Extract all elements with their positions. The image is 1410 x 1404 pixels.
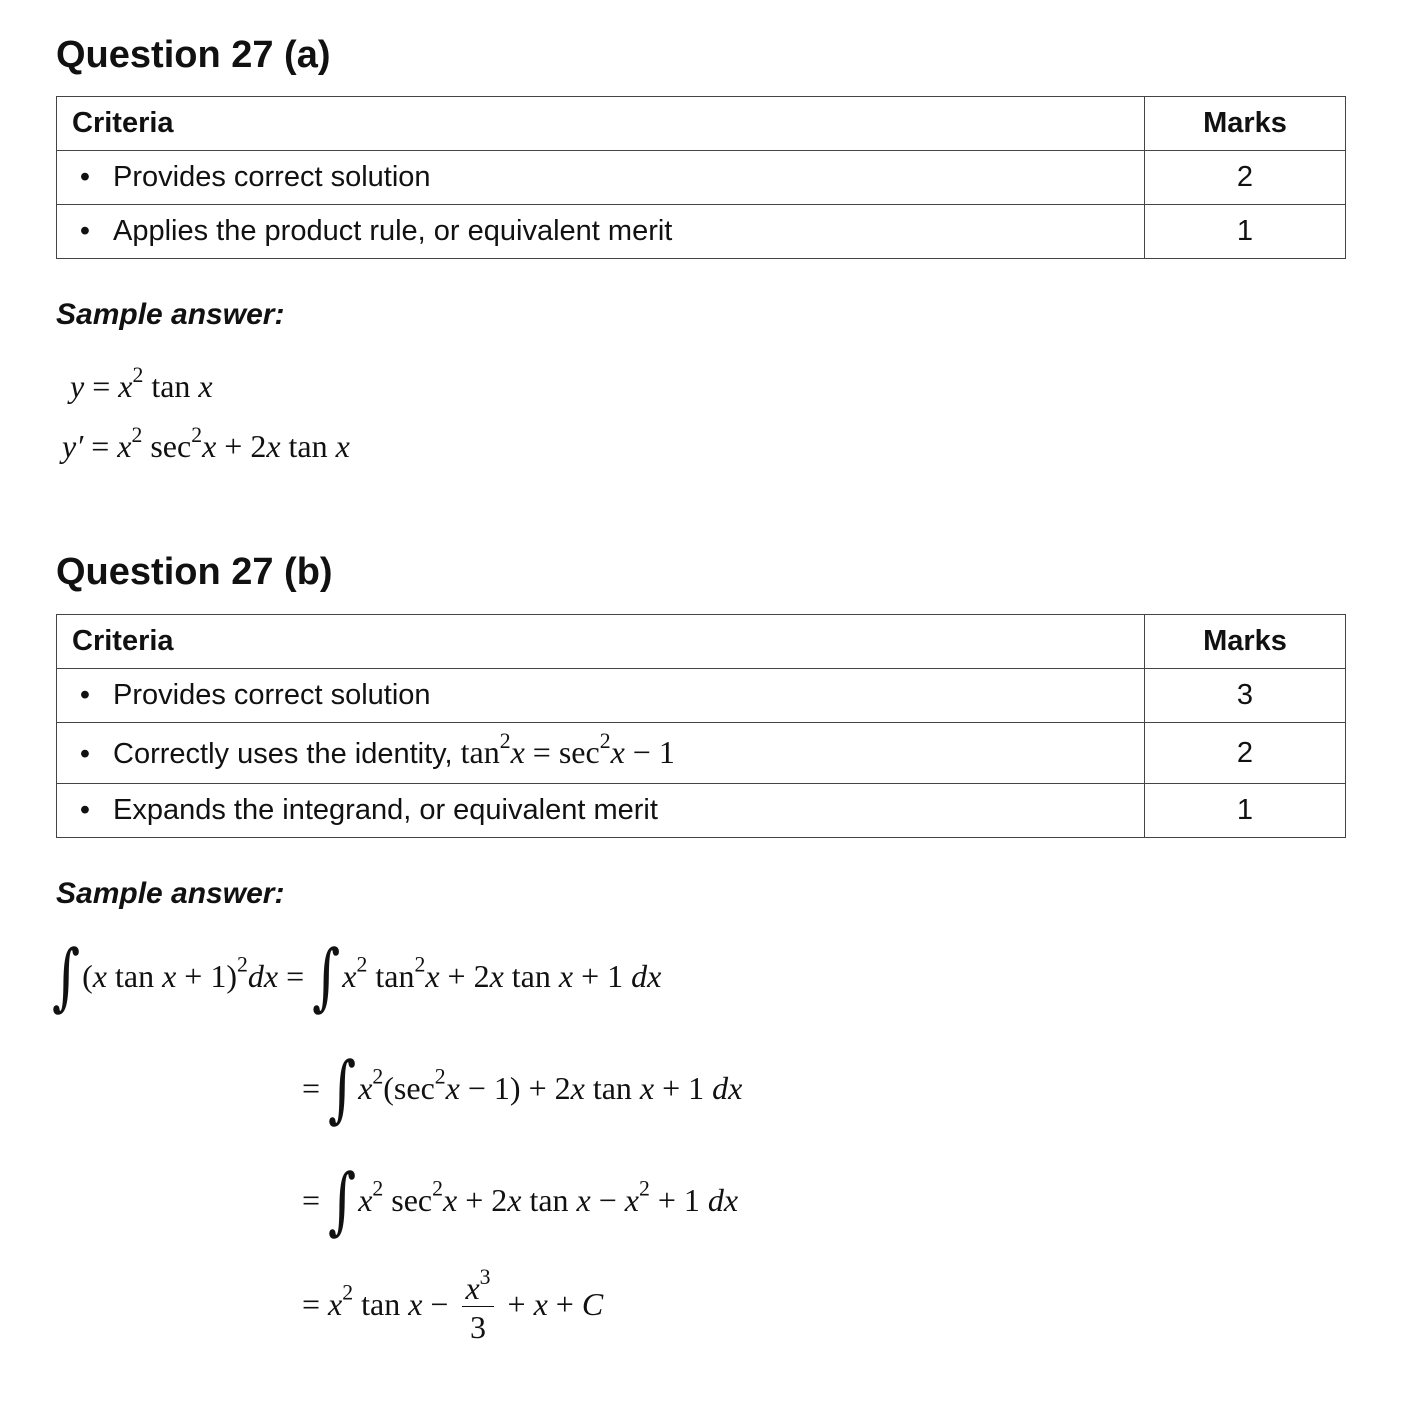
- integral-line-3: = $\int x^2$ $\sec^2x + 2x$ $\tan x - x^2 + 1$ dx: [302, 1157, 739, 1243]
- equation-y: $y = x^2$ tan x: [70, 362, 213, 404]
- integral-line-4: = $x^2$ tan x − $\frac{x^3}{3}$ + x + C: [302, 1264, 604, 1345]
- criteria-header: Criteria: [57, 615, 1145, 669]
- question-27b-title: Question 27 (b): [56, 551, 333, 593]
- criteria-text: Provides correct solution: [113, 679, 431, 711]
- sample-answer-label-27b: Sample answer:: [56, 877, 285, 910]
- marks-header: Marks: [1145, 97, 1346, 151]
- identity-formula: $\tan^2x = \sec^2x - 1$: [460, 728, 675, 770]
- mark-cell: 3: [1145, 669, 1346, 723]
- criteria-cell: [57, 669, 1145, 723]
- criteria-table-27b: [56, 614, 1346, 838]
- sample-answer-label-27a: Sample answer:: [56, 298, 285, 331]
- criteria-header: Criteria: [57, 97, 1145, 151]
- integral-sign: ∫: [52, 933, 81, 1019]
- criteria-text: Correctly uses the identity,: [113, 737, 453, 770]
- bullet: •: [79, 215, 91, 247]
- marks-header: Marks: [1145, 615, 1346, 669]
- table-row: [57, 151, 1346, 205]
- fraction-x-cubed-over-3: $\frac{x^3}{3}$: [462, 1272, 493, 1343]
- table-row: [57, 205, 1346, 259]
- criteria-table-27a: [56, 96, 1346, 259]
- criteria-text: Expands the integrand, or equivalent merit: [113, 794, 658, 826]
- criteria-cell: [57, 151, 1145, 205]
- question-27a-title: Question 27 (a): [56, 34, 331, 76]
- table-row: [57, 723, 1346, 784]
- table-header-row: [57, 615, 1346, 669]
- criteria-cell: [57, 784, 1145, 838]
- criteria-text: Provides correct solution: [113, 161, 431, 193]
- table-row: [57, 669, 1346, 723]
- table-header-row: [57, 97, 1346, 151]
- integral-sign: ∫: [328, 1157, 357, 1243]
- criteria-cell: [57, 205, 1145, 259]
- mark-cell: 1: [1145, 784, 1346, 838]
- criteria-cell: [57, 723, 1145, 784]
- mark-cell: 2: [1145, 723, 1346, 784]
- integral-line-2: = $\int x^2(\sec^2x - 1) + 2x$ tan x + 1 dx: [302, 1045, 743, 1131]
- bullet: •: [79, 794, 91, 826]
- bullet: •: [79, 161, 91, 193]
- integral-sign: ∫: [312, 933, 341, 1019]
- integral-sign: ∫: [328, 1045, 357, 1131]
- bullet: •: [79, 737, 91, 770]
- integral-line-1: ∫(x $\tan x + 1)^2dx = \int x^2$ $\tan^2x + 2x$ tan x + 1 dx: [52, 933, 662, 1019]
- mark-cell: 1: [1145, 205, 1346, 259]
- table-row: [57, 784, 1346, 838]
- equation-y-prime: $y' = x^2$ $\sec^2x + 2x$ tan x: [62, 422, 350, 464]
- criteria-text: Applies the product rule, or equivalent merit: [113, 215, 673, 247]
- bullet: •: [79, 679, 91, 711]
- mark-cell: 2: [1145, 151, 1346, 205]
